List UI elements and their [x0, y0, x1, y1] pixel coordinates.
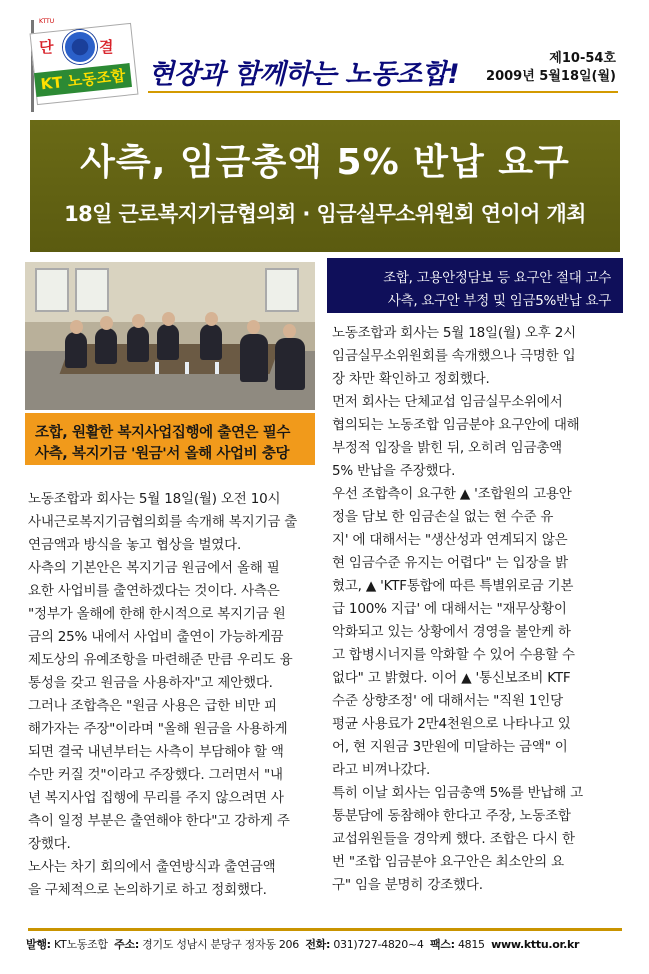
body-line: 되면 결국 내년부터는 사측이 부담해야 할 액	[28, 744, 284, 760]
body-line: 악화되고 있는 상황에서 경영을 불안케 하	[332, 624, 571, 640]
logo-band: KT 노동조합	[34, 63, 132, 97]
phone: 031)727-4820~4	[333, 938, 424, 951]
body-line: 수준 상향조정' 에 대해서는 "직원 1인당	[332, 693, 563, 709]
body-line: 통성을 갖고 원금을 사용하자"고 제안했다.	[28, 675, 273, 691]
right-subhead-line: 사측, 요구안 부정 및 임금5%반납 요구	[387, 293, 611, 309]
body-line: 우선 조합측이 요구한 ▲ '조합원의 고용안	[332, 486, 572, 502]
body-line: 협의되는 노동조합 임금분야 요구안에 대해	[332, 417, 580, 433]
body-line: 사내근로복지기금협의회를 속개해 복지기금 출	[28, 514, 298, 530]
body-line: 연금액과 방식을 놓고 협상을 벌였다.	[28, 537, 242, 553]
body-line: 5% 반납을 주장했다.	[332, 463, 456, 479]
body-line: 번 "조합 임금분야 요구안은 최소안의 요	[332, 854, 564, 870]
body-line: 해가자는 주장"이라며 "올해 원금을 사용하게	[28, 721, 288, 737]
body-line: 급 100% 지급' 에 대해서는 "재무상황이	[332, 601, 567, 617]
body-line: 그러나 조합측은 "원금 사용은 급한 비만 피	[28, 698, 277, 714]
body-line: 장 차만 확인하고 정회했다.	[332, 371, 490, 387]
body-line: 노동조합과 회사는 5월 18일(월) 오후 2시	[332, 325, 576, 341]
body-line: 요한 사업비를 출연하겠다는 것이다. 사측은	[28, 583, 280, 599]
fax-label: 팩스:	[429, 938, 455, 951]
publisher: KT노동조합	[53, 938, 108, 951]
body-line: 라고 비껴나갔다.	[332, 762, 431, 778]
left-caption-line: 조합, 원활한 복지사업집행에 출연은 필수	[35, 425, 291, 441]
logo-text-right: 결	[99, 38, 114, 56]
kttu-flag-logo-icon	[25, 14, 135, 100]
right-subhead-line: 조합, 고용안정담보 등 요구안 절대 고수	[383, 270, 611, 286]
issue-date: 2009년 5월18일(월)	[486, 69, 616, 84]
footer	[26, 936, 579, 952]
body-line: 교섭위원들을 경악케 했다. 조합은 다시 한	[332, 831, 575, 847]
logo-badge: KTTU	[39, 18, 55, 25]
body-line: 년 복지사업 집행에 무리를 주지 않으려면 사	[28, 790, 284, 806]
body-line: 혔고, ▲ 'KTF통합에 따른 특별위로금 기본	[332, 578, 574, 594]
body-line: 정을 담보 한 임금손실 없는 현 수준 유	[332, 509, 554, 525]
body-line: 임금실무소위원회를 속개했으나 극명한 입	[332, 348, 576, 364]
body-line: 제도상의 유예조항을 마련해준 만큼 우리도 융	[28, 652, 293, 668]
body-line: 장했다.	[28, 836, 71, 852]
address: 경기도 성남시 분당구 정자동 206	[142, 938, 299, 951]
right-article-body	[332, 322, 622, 897]
left-article-body	[28, 488, 314, 902]
body-line: 통분담에 동참해야 한다고 주장, 노동조합	[332, 808, 571, 824]
body-line: 특히 이날 회사는 임금총액 5%를 반납해 고	[332, 785, 584, 801]
issue-number: 제10-54호	[549, 51, 616, 66]
body-line: 구" 임을 분명히 강조했다.	[332, 877, 483, 893]
body-line: 사측의 기본안은 복지기금 원금에서 올해 필	[28, 560, 280, 576]
website-link[interactable]: www.kttu.or.kr	[491, 938, 580, 951]
body-line: 금의 25% 내에서 사업비 출연이 가능하게끔	[28, 629, 284, 645]
body-line: 어, 현 지원금 3만원에 미달하는 금액" 이	[332, 739, 568, 755]
header-rule	[148, 91, 618, 93]
body-line: 수만 커질 것"이라고 주장했다. 그러면서 "내	[28, 767, 283, 783]
headline-title: 사측, 임금총액 5% 반납 요구	[80, 142, 570, 183]
slogan: 현장과 함께하는 노동조합!	[148, 59, 460, 90]
phone-label: 전화:	[305, 938, 331, 951]
left-caption-line: 사측, 복지기금 '원금'서 올해 사업비 충당	[35, 446, 290, 462]
body-line: 고 합병시너지를 악화할 수 있어 수용할 수	[332, 647, 575, 663]
fax: 4815	[457, 938, 485, 951]
left-caption-box	[25, 413, 315, 465]
address-label: 주소:	[114, 938, 139, 951]
body-line: 노사는 차기 회의에서 출연방식과 출연금액	[28, 859, 276, 875]
body-line: 을 구체적으로 논의하기로 하고 정회했다.	[28, 882, 267, 898]
body-line: 측이 일정 부분은 출연해야 한다"고 강하게 주	[28, 813, 290, 829]
publisher-label: 발행:	[26, 938, 51, 951]
logo-text-left: 단	[39, 38, 54, 56]
body-line: 노동조합과 회사는 5월 18일(월) 오전 10시	[28, 491, 281, 507]
body-line: "정부가 올해에 한해 한시적으로 복지기금 원	[28, 606, 286, 622]
footer-rule	[28, 928, 622, 931]
flower-emblem-icon	[63, 30, 97, 64]
body-line: 지' 에 대해서는 "생산성과 연계되지 않은	[332, 532, 568, 548]
body-line: 평균 사용료가 2만4천원으로 나타나고 있	[332, 716, 571, 732]
body-line: 부정적 입장을 밝힌 뒤, 오히려 임금총액	[332, 440, 563, 456]
body-line: 현 임금수준 유지는 어렵다" 는 입장을 밝	[332, 555, 569, 571]
issue-info	[486, 50, 616, 86]
right-subhead-box	[327, 258, 623, 313]
headline-subtitle: 18일 근로복지기금협의회 · 임금실무소위원회 연이어 개최	[64, 202, 586, 226]
body-line: 없다" 고 밝혔다. 이어 ▲ '통신보조비 KTF	[332, 670, 571, 686]
headline-banner	[30, 120, 620, 252]
body-line: 먼저 회사는 단체교섭 임금실무소위에서	[332, 394, 563, 410]
meeting-photo	[25, 262, 315, 410]
